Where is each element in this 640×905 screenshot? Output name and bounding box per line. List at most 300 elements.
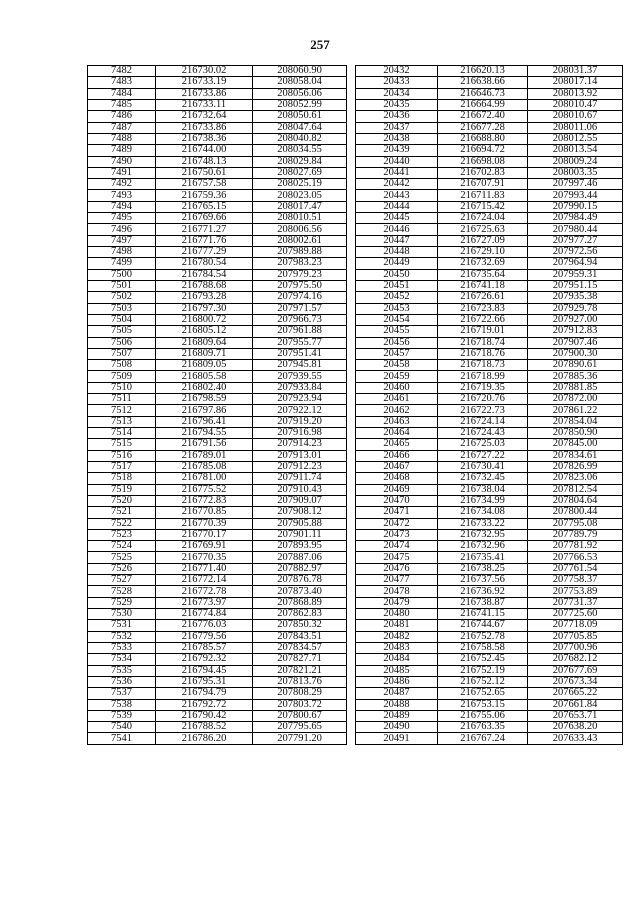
left-x-coordinate: 216794.79 <box>156 688 253 699</box>
right-point-number: 20463 <box>356 416 438 427</box>
right-y-coordinate: 207789.79 <box>528 529 623 540</box>
left-x-coordinate: 216750.61 <box>156 167 253 178</box>
left-point-number: 7485 <box>88 99 156 110</box>
right-y-coordinate: 207653.71 <box>528 710 623 721</box>
table-row <box>88 473 623 484</box>
column-gap <box>347 269 356 280</box>
column-gap <box>347 518 356 529</box>
right-x-coordinate: 216718.73 <box>438 360 528 371</box>
table-row <box>88 710 623 721</box>
left-point-number: 7497 <box>88 235 156 246</box>
right-point-number: 20476 <box>356 563 438 574</box>
right-point-number: 20464 <box>356 428 438 439</box>
left-point-number: 7495 <box>88 213 156 224</box>
table-row <box>88 382 623 393</box>
right-y-coordinate: 207705.85 <box>528 631 623 642</box>
table-row <box>88 461 623 472</box>
left-point-number: 7531 <box>88 620 156 631</box>
right-y-coordinate: 208010.47 <box>528 99 623 110</box>
table-row <box>88 179 623 190</box>
left-x-coordinate: 216791.56 <box>156 439 253 450</box>
column-gap <box>347 620 356 631</box>
table-row <box>88 224 623 235</box>
table-row <box>88 676 623 687</box>
column-gap <box>347 665 356 676</box>
left-y-coordinate: 207974.16 <box>253 292 347 303</box>
left-x-coordinate: 216777.29 <box>156 247 253 258</box>
right-point-number: 20436 <box>356 111 438 122</box>
left-point-number: 7528 <box>88 586 156 597</box>
right-x-coordinate: 216752.45 <box>438 654 528 665</box>
right-point-number: 20447 <box>356 235 438 246</box>
right-x-coordinate: 216732.95 <box>438 529 528 540</box>
left-x-coordinate: 216772.14 <box>156 575 253 586</box>
table-row <box>88 235 623 246</box>
right-point-number: 20437 <box>356 122 438 133</box>
right-x-coordinate: 216694.72 <box>438 145 528 156</box>
right-point-number: 20486 <box>356 676 438 687</box>
column-gap <box>347 247 356 258</box>
left-y-coordinate: 207882.97 <box>253 563 347 574</box>
right-y-coordinate: 207935.38 <box>528 292 623 303</box>
table-row <box>88 484 623 495</box>
table-row <box>88 563 623 574</box>
left-y-coordinate: 207813.76 <box>253 676 347 687</box>
right-point-number: 20477 <box>356 575 438 586</box>
left-y-coordinate: 207901.11 <box>253 529 347 540</box>
table-row <box>88 247 623 258</box>
left-point-number: 7491 <box>88 167 156 178</box>
table-row <box>88 99 623 110</box>
left-point-number: 7519 <box>88 484 156 495</box>
right-y-coordinate: 207927.00 <box>528 314 623 325</box>
left-y-coordinate: 207887.06 <box>253 552 347 563</box>
right-y-coordinate: 207959.31 <box>528 269 623 280</box>
right-x-coordinate: 216664.99 <box>438 99 528 110</box>
left-x-coordinate: 216797.30 <box>156 303 253 314</box>
right-x-coordinate: 216646.73 <box>438 88 528 99</box>
left-x-coordinate: 216733.86 <box>156 88 253 99</box>
left-x-coordinate: 216779.56 <box>156 631 253 642</box>
table-row <box>88 631 623 642</box>
right-y-coordinate: 207890.61 <box>528 360 623 371</box>
right-point-number: 20460 <box>356 382 438 393</box>
right-y-coordinate: 207661.84 <box>528 699 623 710</box>
left-x-coordinate: 216776.03 <box>156 620 253 631</box>
left-y-coordinate: 207909.07 <box>253 495 347 506</box>
left-y-coordinate: 207933.84 <box>253 382 347 393</box>
right-x-coordinate: 216707.91 <box>438 179 528 190</box>
column-gap <box>347 122 356 133</box>
table-row <box>88 326 623 337</box>
right-point-number: 20490 <box>356 722 438 733</box>
left-y-coordinate: 207800.67 <box>253 710 347 721</box>
left-x-coordinate: 216771.27 <box>156 224 253 235</box>
left-y-coordinate: 207922.12 <box>253 405 347 416</box>
right-point-number: 20465 <box>356 439 438 450</box>
left-y-coordinate: 207916.98 <box>253 428 347 439</box>
column-gap <box>347 609 356 620</box>
table-row <box>88 314 623 325</box>
left-point-number: 7529 <box>88 597 156 608</box>
right-y-coordinate: 207929.78 <box>528 303 623 314</box>
left-x-coordinate: 216769.66 <box>156 213 253 224</box>
left-x-coordinate: 216788.68 <box>156 280 253 291</box>
left-x-coordinate: 216790.42 <box>156 710 253 721</box>
left-point-number: 7483 <box>88 77 156 88</box>
column-gap <box>347 292 356 303</box>
right-point-number: 20444 <box>356 201 438 212</box>
table-row <box>88 77 623 88</box>
left-x-coordinate: 216785.57 <box>156 642 253 653</box>
right-x-coordinate: 216718.99 <box>438 371 528 382</box>
left-x-coordinate: 216770.17 <box>156 529 253 540</box>
table-row <box>88 66 623 77</box>
left-x-coordinate: 216775.52 <box>156 484 253 495</box>
column-gap <box>347 145 356 156</box>
right-x-coordinate: 216724.43 <box>438 428 528 439</box>
right-point-number: 20457 <box>356 348 438 359</box>
left-x-coordinate: 216809.05 <box>156 360 253 371</box>
right-point-number: 20483 <box>356 642 438 653</box>
right-point-number: 20475 <box>356 552 438 563</box>
left-y-coordinate: 208029.84 <box>253 156 347 167</box>
left-x-coordinate: 216794.55 <box>156 428 253 439</box>
table-row <box>88 416 623 427</box>
table-row <box>88 190 623 201</box>
right-point-number: 20445 <box>356 213 438 224</box>
column-gap <box>347 552 356 563</box>
column-gap <box>347 507 356 518</box>
table-row <box>88 552 623 563</box>
right-x-coordinate: 216752.12 <box>438 676 528 687</box>
table-row <box>88 337 623 348</box>
right-point-number: 20479 <box>356 597 438 608</box>
left-y-coordinate: 207975.50 <box>253 280 347 291</box>
right-x-coordinate: 216767.24 <box>438 733 528 744</box>
left-y-coordinate: 208010.51 <box>253 213 347 224</box>
right-point-number: 20454 <box>356 314 438 325</box>
column-gap <box>347 111 356 122</box>
right-x-coordinate: 216752.19 <box>438 665 528 676</box>
right-x-coordinate: 216732.45 <box>438 473 528 484</box>
left-y-coordinate: 207893.95 <box>253 541 347 552</box>
left-point-number: 7490 <box>88 156 156 167</box>
column-gap <box>347 326 356 337</box>
right-point-number: 20458 <box>356 360 438 371</box>
right-y-coordinate: 207761.54 <box>528 563 623 574</box>
right-x-coordinate: 216722.66 <box>438 314 528 325</box>
right-y-coordinate: 207633.43 <box>528 733 623 744</box>
left-x-coordinate: 216793.28 <box>156 292 253 303</box>
right-y-coordinate: 207804.64 <box>528 495 623 506</box>
right-y-coordinate: 208017.14 <box>528 77 623 88</box>
right-x-coordinate: 216672.40 <box>438 111 528 122</box>
column-gap <box>347 258 356 269</box>
right-point-number: 20456 <box>356 337 438 348</box>
left-point-number: 7498 <box>88 247 156 258</box>
left-y-coordinate: 207910.43 <box>253 484 347 495</box>
right-x-coordinate: 216753.15 <box>438 699 528 710</box>
left-point-number: 7511 <box>88 394 156 405</box>
left-x-coordinate: 216781.00 <box>156 473 253 484</box>
left-point-number: 7538 <box>88 699 156 710</box>
right-x-coordinate: 216738.04 <box>438 484 528 495</box>
table-row <box>88 145 623 156</box>
left-point-number: 7530 <box>88 609 156 620</box>
left-y-coordinate: 208027.69 <box>253 167 347 178</box>
left-y-coordinate: 207876.78 <box>253 575 347 586</box>
left-x-coordinate: 216774.84 <box>156 609 253 620</box>
table-row <box>88 167 623 178</box>
right-x-coordinate: 216719.35 <box>438 382 528 393</box>
table-row <box>88 213 623 224</box>
column-gap <box>347 439 356 450</box>
left-x-coordinate: 216809.71 <box>156 348 253 359</box>
right-y-coordinate: 207977.27 <box>528 235 623 246</box>
left-point-number: 7513 <box>88 416 156 427</box>
right-x-coordinate: 216724.14 <box>438 416 528 427</box>
left-point-number: 7517 <box>88 461 156 472</box>
left-point-number: 7489 <box>88 145 156 156</box>
table-row <box>88 609 623 620</box>
left-x-coordinate: 216769.91 <box>156 541 253 552</box>
left-x-coordinate: 216796.41 <box>156 416 253 427</box>
left-y-coordinate: 208040.82 <box>253 133 347 144</box>
column-gap <box>347 337 356 348</box>
right-point-number: 20488 <box>356 699 438 710</box>
right-point-number: 20470 <box>356 495 438 506</box>
right-x-coordinate: 216733.22 <box>438 518 528 529</box>
table-row <box>88 133 623 144</box>
table-row <box>88 122 623 133</box>
right-point-number: 20453 <box>356 303 438 314</box>
table-row <box>88 439 623 450</box>
table-row <box>88 280 623 291</box>
right-point-number: 20451 <box>356 280 438 291</box>
right-y-coordinate: 207980.44 <box>528 224 623 235</box>
left-x-coordinate: 216771.76 <box>156 235 253 246</box>
left-y-coordinate: 207983.23 <box>253 258 347 269</box>
left-y-coordinate: 207923.94 <box>253 394 347 405</box>
left-x-coordinate: 216771.40 <box>156 563 253 574</box>
right-point-number: 20480 <box>356 609 438 620</box>
column-gap <box>347 654 356 665</box>
right-point-number: 20467 <box>356 461 438 472</box>
left-y-coordinate: 207803.72 <box>253 699 347 710</box>
right-y-coordinate: 207872.00 <box>528 394 623 405</box>
left-x-coordinate: 216784.54 <box>156 269 253 280</box>
left-point-number: 7537 <box>88 688 156 699</box>
column-gap <box>347 213 356 224</box>
left-y-coordinate: 207913.01 <box>253 450 347 461</box>
right-y-coordinate: 207912.83 <box>528 326 623 337</box>
right-x-coordinate: 216727.09 <box>438 235 528 246</box>
column-gap <box>347 473 356 484</box>
left-point-number: 7502 <box>88 292 156 303</box>
right-x-coordinate: 216723.83 <box>438 303 528 314</box>
left-x-coordinate: 216792.72 <box>156 699 253 710</box>
table-row <box>88 518 623 529</box>
left-y-coordinate: 207908.12 <box>253 507 347 518</box>
page-number: 257 <box>310 37 330 52</box>
right-y-coordinate: 207766.53 <box>528 552 623 563</box>
right-y-coordinate: 207951.15 <box>528 280 623 291</box>
right-x-coordinate: 216738.25 <box>438 563 528 574</box>
right-y-coordinate: 207665.22 <box>528 688 623 699</box>
left-x-coordinate: 216797.86 <box>156 405 253 416</box>
column-gap <box>347 280 356 291</box>
left-point-number: 7526 <box>88 563 156 574</box>
table-row <box>88 156 623 167</box>
left-y-coordinate: 207979.23 <box>253 269 347 280</box>
left-y-coordinate: 207955.77 <box>253 337 347 348</box>
right-x-coordinate: 216736.92 <box>438 586 528 597</box>
column-gap <box>347 428 356 439</box>
right-y-coordinate: 207972.56 <box>528 247 623 258</box>
right-x-coordinate: 216732.96 <box>438 541 528 552</box>
left-point-number: 7484 <box>88 88 156 99</box>
table-row <box>88 269 623 280</box>
left-x-coordinate: 216800.72 <box>156 314 253 325</box>
right-point-number: 20446 <box>356 224 438 235</box>
left-point-number: 7486 <box>88 111 156 122</box>
table-row <box>88 699 623 710</box>
column-gap <box>347 597 356 608</box>
right-x-coordinate: 216726.61 <box>438 292 528 303</box>
left-point-number: 7539 <box>88 710 156 721</box>
left-point-number: 7507 <box>88 348 156 359</box>
left-x-coordinate: 216772.83 <box>156 495 253 506</box>
left-point-number: 7482 <box>88 66 156 77</box>
right-y-coordinate: 207881.85 <box>528 382 623 393</box>
right-point-number: 20487 <box>356 688 438 699</box>
column-gap <box>347 416 356 427</box>
column-gap <box>347 99 356 110</box>
right-x-coordinate: 216729.10 <box>438 247 528 258</box>
right-x-coordinate: 216725.63 <box>438 224 528 235</box>
column-gap <box>347 314 356 325</box>
column-gap <box>347 394 356 405</box>
table-row <box>88 507 623 518</box>
right-point-number: 20459 <box>356 371 438 382</box>
right-y-coordinate: 207638.20 <box>528 722 623 733</box>
left-point-number: 7500 <box>88 269 156 280</box>
left-x-coordinate: 216770.39 <box>156 518 253 529</box>
left-x-coordinate: 216802.40 <box>156 382 253 393</box>
column-gap <box>347 722 356 733</box>
left-x-coordinate: 216772.78 <box>156 586 253 597</box>
column-gap <box>347 371 356 382</box>
right-y-coordinate: 208011.06 <box>528 122 623 133</box>
left-point-number: 7487 <box>88 122 156 133</box>
right-point-number: 20439 <box>356 145 438 156</box>
right-x-coordinate: 216711.83 <box>438 190 528 201</box>
column-gap <box>347 676 356 687</box>
column-gap <box>347 167 356 178</box>
left-point-number: 7518 <box>88 473 156 484</box>
left-y-coordinate: 207821.21 <box>253 665 347 676</box>
column-gap <box>347 563 356 574</box>
right-x-coordinate: 216720.76 <box>438 394 528 405</box>
right-x-coordinate: 216715.42 <box>438 201 528 212</box>
table-row <box>88 665 623 676</box>
column-gap <box>347 495 356 506</box>
right-x-coordinate: 216732.69 <box>438 258 528 269</box>
right-y-coordinate: 207900.30 <box>528 348 623 359</box>
right-y-coordinate: 207997.46 <box>528 179 623 190</box>
left-point-number: 7535 <box>88 665 156 676</box>
table-row <box>88 88 623 99</box>
left-point-number: 7493 <box>88 190 156 201</box>
left-point-number: 7521 <box>88 507 156 518</box>
left-x-coordinate: 216770.85 <box>156 507 253 518</box>
left-x-coordinate: 216730.02 <box>156 66 253 77</box>
left-x-coordinate: 216733.19 <box>156 77 253 88</box>
left-point-number: 7494 <box>88 201 156 212</box>
left-x-coordinate: 216798.59 <box>156 394 253 405</box>
table-row <box>88 722 623 733</box>
right-point-number: 20474 <box>356 541 438 552</box>
right-x-coordinate: 216734.08 <box>438 507 528 518</box>
left-y-coordinate: 207939.55 <box>253 371 347 382</box>
left-y-coordinate: 207989.88 <box>253 247 347 258</box>
right-point-number: 20455 <box>356 326 438 337</box>
left-x-coordinate: 216789.01 <box>156 450 253 461</box>
left-point-number: 7509 <box>88 371 156 382</box>
right-y-coordinate: 208013.92 <box>528 88 623 99</box>
table-row <box>88 733 623 744</box>
right-point-number: 20489 <box>356 710 438 721</box>
right-x-coordinate: 216738.87 <box>438 597 528 608</box>
column-gap <box>347 484 356 495</box>
right-y-coordinate: 207682.12 <box>528 654 623 665</box>
left-point-number: 7505 <box>88 326 156 337</box>
left-point-number: 7523 <box>88 529 156 540</box>
left-point-number: 7506 <box>88 337 156 348</box>
left-point-number: 7533 <box>88 642 156 653</box>
column-gap <box>347 156 356 167</box>
table-row <box>88 575 623 586</box>
table-row <box>88 495 623 506</box>
right-x-coordinate: 216758.58 <box>438 642 528 653</box>
table-row <box>88 348 623 359</box>
right-point-number: 20432 <box>356 66 438 77</box>
right-point-number: 20433 <box>356 77 438 88</box>
column-gap <box>347 575 356 586</box>
left-point-number: 7512 <box>88 405 156 416</box>
table-row <box>88 303 623 314</box>
left-point-number: 7501 <box>88 280 156 291</box>
right-point-number: 20485 <box>356 665 438 676</box>
right-point-number: 20481 <box>356 620 438 631</box>
right-point-number: 20452 <box>356 292 438 303</box>
left-y-coordinate: 208060.90 <box>253 66 347 77</box>
left-y-coordinate: 207808.29 <box>253 688 347 699</box>
right-y-coordinate: 208009.24 <box>528 156 623 167</box>
left-point-number: 7499 <box>88 258 156 269</box>
left-y-coordinate: 207971.57 <box>253 303 347 314</box>
column-gap <box>347 179 356 190</box>
left-point-number: 7524 <box>88 541 156 552</box>
right-x-coordinate: 216727.22 <box>438 450 528 461</box>
column-gap <box>347 541 356 552</box>
column-gap <box>347 190 356 201</box>
left-x-coordinate: 216738.36 <box>156 133 253 144</box>
table-row <box>88 597 623 608</box>
left-y-coordinate: 207873.40 <box>253 586 347 597</box>
left-y-coordinate: 207945.81 <box>253 360 347 371</box>
